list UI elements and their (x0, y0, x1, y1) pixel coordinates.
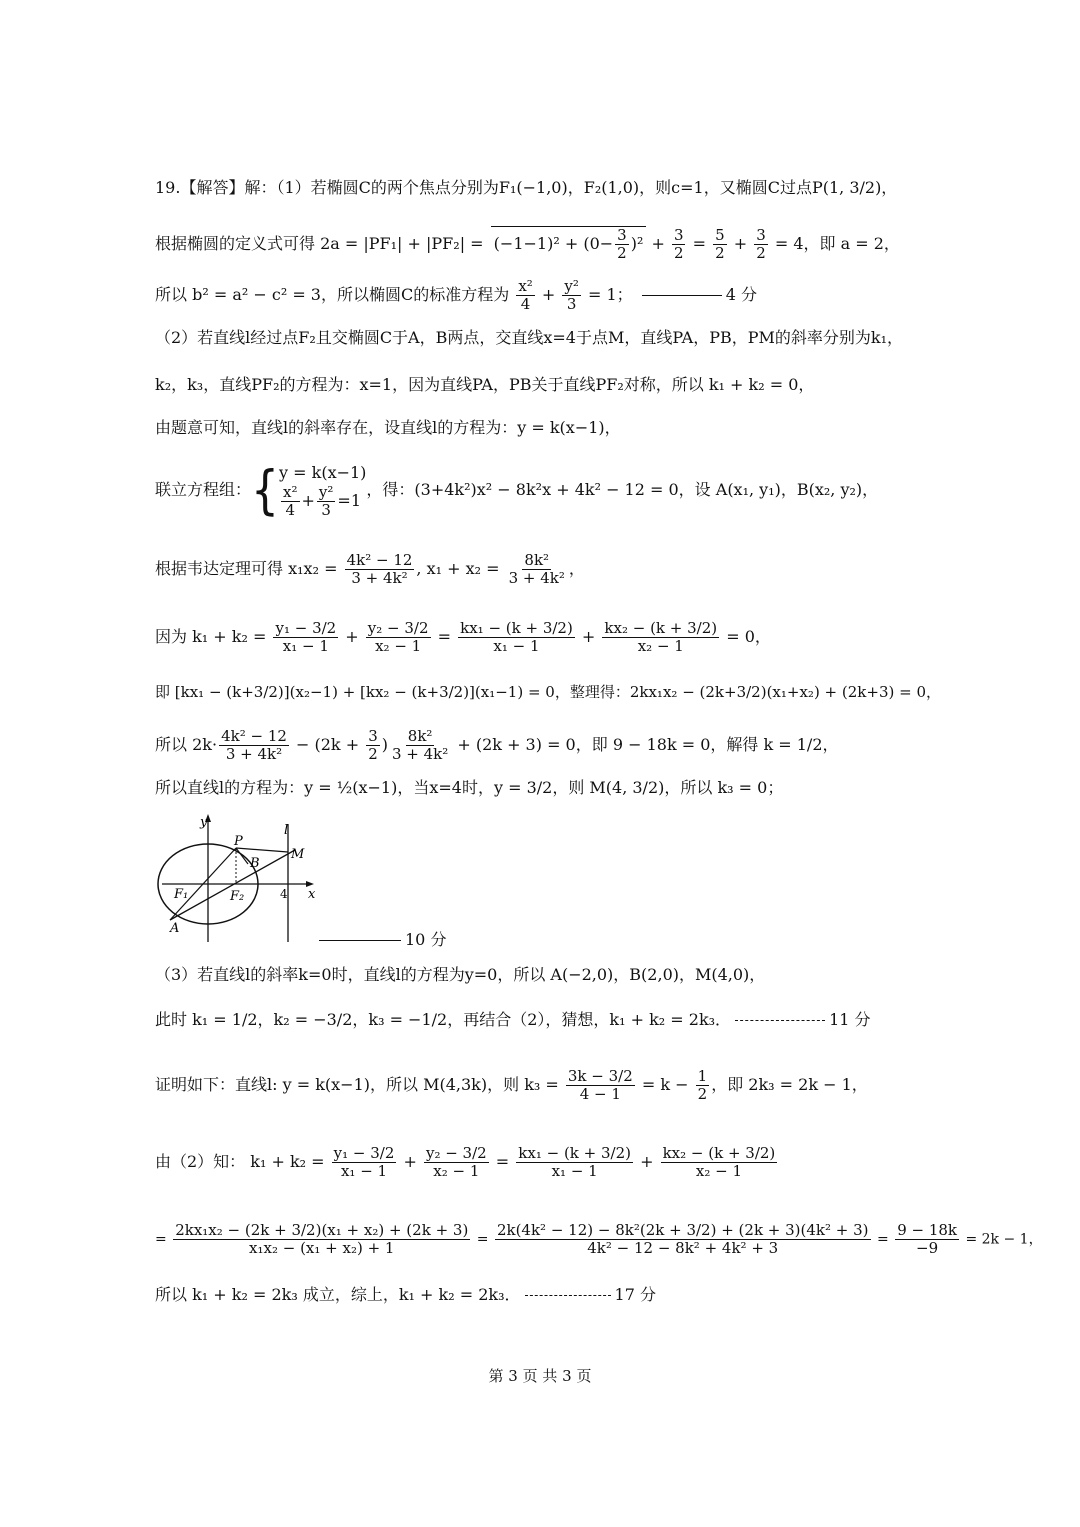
score-dash (735, 1020, 825, 1021)
page-footer: 第 3 页 共 3 页 (488, 1367, 592, 1385)
label-x: x (308, 887, 316, 902)
text: ，即 2k₃ = 2k − 1， (711, 1075, 868, 1094)
final-derivation-line: = $\frac{\text{2kx₁x₂ − (2k + 3/2)(x₁ + x₂) + (2k + 3)}}{\text{x₁x₂ − (x₁ + x₂) + 1}}$ = $\frac{\text{2k(4k² − 12) − 8k²(2k + 3/2) + (2k + 3)(4k² + 3)}}{\text{4k² − 12 − 8k² + 4k² + 3}}$ = $\frac{9 - 18k}{-9}$ = 2k − 1， (155, 1221, 1043, 1257)
part3-line1: （3）若直线l的斜率k=0时，直线l的方程为y=0，所以 A(−2,0)，B(2,0)，M(4,0)， (155, 965, 766, 984)
score-label: 17 分 (614, 1285, 656, 1304)
part3-line2 (155, 1010, 871, 1030)
score-label: 10 分 (405, 930, 447, 949)
expand-line: 即 [kx₁ − (k+3/2)](x₂−1) + [kx₂ − (k+3/2)](x₁−1) = 0，整理得：2kx₁x₂ − (2k+3/2)(x₁+x₂) + (2k+3) = 0， (155, 683, 941, 701)
text: 所以 (155, 735, 188, 754)
score-10-line (315, 930, 446, 950)
line-equation-line: 所以直线l的方程为：y = ½(x−1)，当x=4时，y = 3/2，则 M(4, 3/2)，所以 k₃ = 0； (155, 778, 784, 797)
score-label: 4 分 (725, 285, 758, 304)
line-pb (236, 848, 248, 864)
part2-line3: 由题意可知，直线l的斜率存在，设直线l的方程为：y = k(x−1)， (155, 418, 621, 437)
part2-line2: k₂，k₃，直线PF₂的方程为：x=1，因为直线PA，PB关于直线PF₂对称，所以 k₁ + k₂ = 0， (155, 375, 815, 394)
label-f2: F₂ (230, 889, 245, 904)
label-b: B (250, 856, 260, 871)
score-dash (525, 1295, 611, 1296)
text: ，得：(3+4k²)x² − 8k²x + 4k² − 12 = 0，设 A(x₁, y₁)，B(x₂, y₂)， (366, 480, 879, 499)
system-equations-line: 联立方程组：{ y = k(x−1) $\frac{\text{x²}}{4}$ + $\frac{\text{y²}}{3}$ =1 ，得：(3+4k²)x² − 8k²x + 4k² − 12 = 0，设 A(x₁, y₁)，B(x₂, y₂)， (155, 459, 879, 521)
label-a: A (170, 921, 180, 936)
text: 证明如下：直线l: y = k(x−1)，所以 M(4,3k)，则 (155, 1075, 520, 1094)
standard-equation-line: 所以 b² = a² − c² = 3，所以椭圆C的标准方程为 $\frac{\text{x²}}{4}$ + $\frac{\text{y²}}{3}$ = 1； 4 分 (155, 277, 758, 313)
text: 此时 k₁ = 1/2，k₂ = −3/2，k₃ = −1/2，再结合（2），猜想，k₁ + k₂ = 2k₃． (155, 1010, 732, 1029)
text: ，即 9 − 18k = 0，解得 k = 1/2， (575, 735, 839, 754)
proof-line: 证明如下：直线l: y = k(x−1)，所以 M(4,3k)，则 k₃ = $\frac{3k - 3/2}{4 - 1}$ = k − $\frac{1}{2}$ ，即 2k₃ = 2k − 1， (155, 1067, 868, 1103)
text: 所以 k₁ + k₂ = 2k₃ 成立，综上，k₁ + k₂ = 2k₃． (155, 1285, 521, 1304)
solution-header: 19.【解答】解：（1）若椭圆C的两个焦点分别为F₁(−1,0)，F₂(1,0)，则c=1，又椭圆C过点P(1, 3/2)， (155, 178, 898, 197)
text: 根据韦达定理可得 (155, 559, 284, 578)
text: 因为 (155, 627, 188, 646)
label-m: M (291, 847, 305, 862)
text: 根据椭圆的定义式可得 2a = |PF₁| + |PF₂| = (155, 234, 489, 253)
text: 由（2）知： (155, 1152, 246, 1171)
line-l (170, 850, 295, 920)
ellipse-figure (150, 812, 330, 947)
label-f1: F₁ (174, 887, 189, 902)
score-dash (319, 940, 401, 941)
text: ，即 a = 2， (803, 234, 900, 253)
text: 联立方程组： (155, 480, 252, 499)
part2-line1: （2）若直线l经过点F₂且交椭圆C于A，B两点，交直线x=4于点M，直线PA，PB，PM的斜率分别为k₁， (155, 328, 903, 347)
line-pm (236, 848, 288, 852)
sqrt-expression: (−1−1)² + (0− $\frac{3}{2}$ )² (491, 226, 647, 262)
label-p: P (234, 834, 243, 849)
score-label: 11 分 (829, 1010, 871, 1029)
from-part2-line: 由（2）知： k₁ + k₂ = $\frac{\text{y₁ − 3/2}}{\text{x₁ − 1}}$ + $\frac{\text{y₂ − 3/2}}{\text{x₂ − 1}}$ = $\frac{\text{kx₁ − (k + 3/2)}}{\text{x₁ − 1}}$ + $\frac{\text{kx₂ − (k + 3/2)}}{\text{x₂ − 1}}$ (155, 1144, 776, 1180)
vieta-line: 根据韦达定理可得 x₁x₂ = $\frac{\text{4k² − 12}}{\text{3 + 4k²}}$ , x₁ + x₂ = $\frac{\text{8k²}}{\text{3 + 4k²}}$ ， (155, 551, 585, 587)
label-y: y (200, 815, 208, 830)
ellipse-definition-line: 根据椭圆的定义式可得 2a = |PF₁| + |PF₂| = (−1−1)² + (0− $\frac{3}{2}$ )² + $\frac{3}{2}$ = $\frac{5}{2}$ + $\frac{3}{2}$ = 4，即 a = 2， (155, 226, 900, 262)
label-l: l (284, 823, 289, 838)
slope-sum-line: 因为 k₁ + k₂ = $\frac{\text{y₁ − 3/2}}{\text{x₁ − 1}}$ + $\frac{\text{y₂ − 3/2}}{\text{x₂ − 1}}$ = $\frac{\text{kx₁ − (k + 3/2)}}{\text{x₁ − 1}}$ + $\frac{\text{kx₂ − (k + 3/2)}}{\text{x₂ − 1}}$ = 0， (155, 619, 771, 655)
conclusion-line (155, 1285, 656, 1305)
label-four: 4 (280, 887, 288, 901)
score-dash (642, 295, 722, 296)
solve-line: 所以 2k· $\frac{\text{4k² − 12}}{\text{3 + 4k²}}$ − (2k + $\frac{3}{2}$ ) $\frac{\text{8k²}}{\text{3 + 4k²}}$ + (2k + 3) = 0，即 9 − 18k = 0，解得 k = 1/2， (155, 727, 839, 763)
text: 所以 b² = a² − c² = 3，所以椭圆C的标准方程为 (155, 285, 510, 304)
